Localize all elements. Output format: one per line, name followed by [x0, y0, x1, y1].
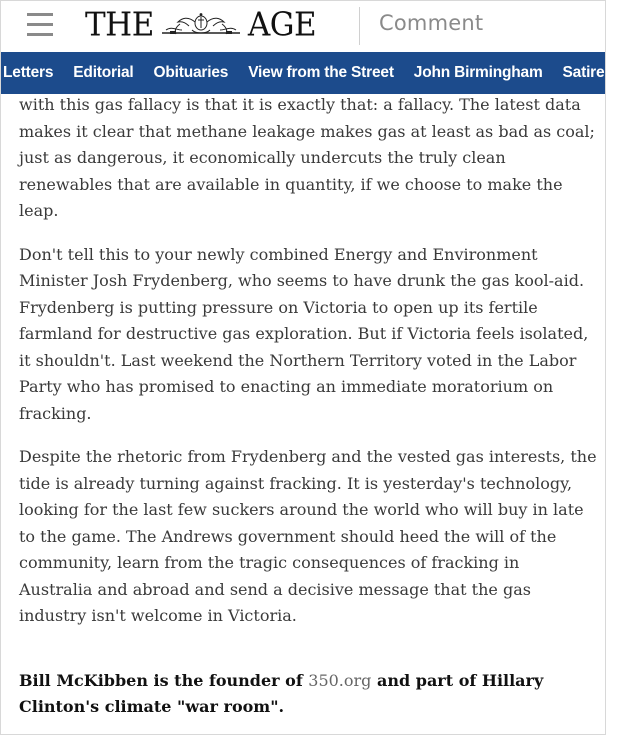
- article-paragraph-3: Despite the rhetoric from Frydenberg and the vested gas interests, the tide is already turning against fracking. It is yesterday's technology, looking for the last few suckers around the world who will buy in late to the game. The Andrews government should heed the will of the community, learn from the tragic consequences of fracking in Australia and abroad and send a decisive message that the gas industry isn't welcome in Victoria.: [19, 447, 597, 625]
- nav-item-letters[interactable]: Letters: [3, 64, 54, 81]
- nav-item-view-from-the-street[interactable]: View from the Street: [248, 64, 394, 81]
- article-paragraph-1: with this gas fallacy is that it is exactly that: a fallacy. The latest data makes it clear that methane leakage makes gas at least as bad as coal; just as dangerous, it economically undercuts the truly clean renewables that are available in quantity, if we choose to make the leap.: [19, 95, 595, 220]
- nav-item-obituaries[interactable]: Obituaries: [153, 64, 229, 81]
- article-body: [19, 92, 597, 738]
- masthead-age: AGE: [247, 6, 317, 44]
- author-byline: [19, 668, 597, 721]
- section-nav: [1, 52, 634, 94]
- nav-item-john-birmingham[interactable]: John Birmingham: [413, 64, 543, 81]
- byline-text-after: and part of Hillary Clinton's climate "war room".: [19, 670, 544, 716]
- article-paragraph-2: Don't tell this to your newly combined Energy and Environment Minister Josh Frydenberg, who seems to have drunk the gas kool-aid. Frydenberg is putting pressure on Victoria to open up its fertile farmland for destructive gas exploration. But if Victoria feels isolated, it shouldn't. Last weekend the Northern Territory voted in the Labor Party who has promised to enacting an immediate moratorium on fracking.: [19, 244, 589, 423]
- section-title[interactable]: Comment: [379, 11, 484, 35]
- menu-icon[interactable]: [27, 12, 53, 38]
- masthead-logo[interactable]: [85, 5, 316, 45]
- masthead-the: THE: [85, 6, 154, 44]
- nav-item-t[interactable]: T: [624, 64, 634, 81]
- nav-item-editorial[interactable]: Editorial: [73, 64, 134, 81]
- site-header: [1, 1, 605, 51]
- crest-icon: [158, 12, 244, 38]
- nav-item-satire[interactable]: Satire: [562, 64, 605, 81]
- byline-link-350org[interactable]: 350.org: [308, 670, 372, 690]
- nav-list: [1, 52, 644, 94]
- header-divider: [359, 7, 360, 45]
- byline-text-before: Bill McKibben is the founder of: [19, 670, 309, 690]
